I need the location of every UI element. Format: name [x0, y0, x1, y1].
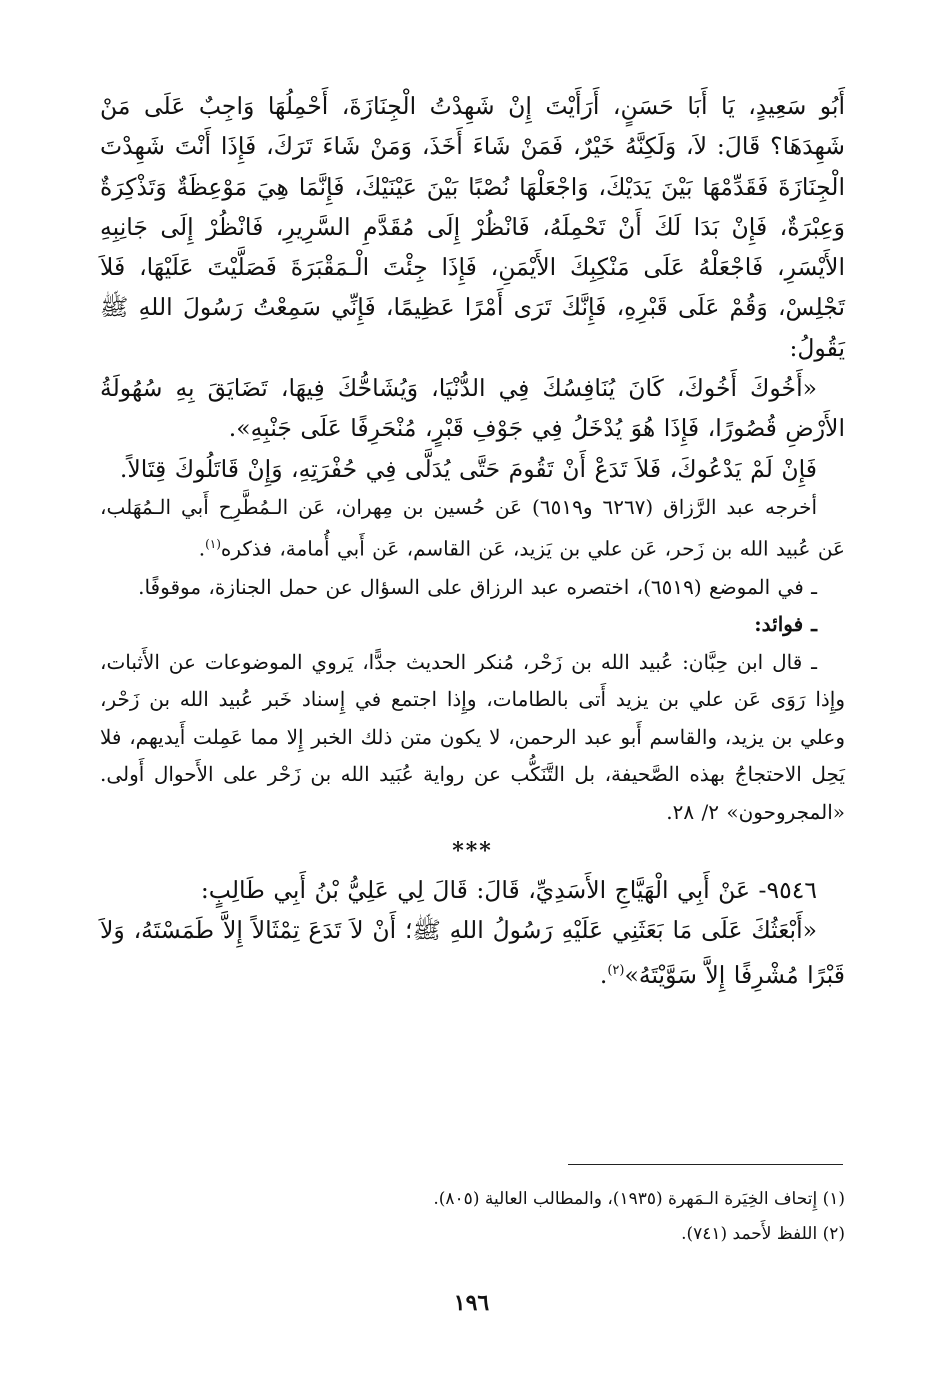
footnote-2: (٢) اللفظ لأَحمد (٧٤١). — [681, 1224, 845, 1244]
footnote-ref-1: (١) — [205, 537, 221, 552]
section-separator: *** — [452, 838, 493, 865]
footnote-ref-2: (٢) — [607, 962, 625, 978]
hadith-9546-paragraph — [100, 910, 845, 994]
footnotes — [100, 1182, 845, 1252]
fawaid-heading: ـ فوائد: — [754, 612, 817, 637]
takhrij-end: . — [198, 537, 206, 562]
takhrij-text: أخرجه عبد الرَّزاق (٦٢٦٧ و٦٥١٩) عَن حُسين بن مِهران، عَن الـمُطَّرِح أَبي الـمُهَلب، عَن عُبيد الله بن زَحر، عَن علي بن يَزيد، عَن القاسم، عَن أَبي أُمامة، فذكره — [100, 494, 845, 562]
ibn-hibban-quote: ـ قال ابن حِبَّان: عُبيد الله بن زَحْر، مُنكر الحديث جدًّا، يَروي الموضوعات عن الأَثبات، وإِذا رَوَى عَن علي بن يزيد أَتى بالطامات، وإِذا اجتمع في إِسناد خَبر عُبيد الله بن زَحْر، وعلي بن يزيد، والقاسم أَبو عبد الرحمن، لا يكون متن ذلك الخبر إِلا مما عَمِلت أَيديهم، فلا يَحِل الاحتجاجُ بهذه الصَّحيفة، بل التَّنَكُّب عن رواية عُبَيد الله بن زَحْر على الأَحوال أَولى. «المجروحون» ٢/ ٢٨. — [100, 649, 845, 824]
narration-part-2: فَإِنْ لَمْ يَدْعُوكَ، فَلاَ تَدَعْ أَنْ تَقُومَ حَتَّى يُدَلَّى فِي حُفْرَتِهِ، وَإِنْ قَاتَلُوكَ قِتَالاً. — [119, 454, 817, 483]
page-body — [100, 86, 845, 995]
takhrij-paragraph — [100, 489, 845, 569]
hadith-9546-end: . — [599, 960, 608, 989]
page-number: ١٩٦ — [453, 1290, 490, 1316]
hadith-9546-text: «أَبْعَثُكَ عَلَى مَا بَعَثَنِي عَلَيْهِ رَسُولُ اللهِ ﷺ؛ أَنْ لاَ تَدَعَ تِمْثَالاً إِلاَّ طَمَسْتَهُ، وَلاَ قَبْرًا مُشْرِفًا إِلاَّ سَوَّيْتَهُ» — [100, 916, 845, 989]
hadith-quote: «أَخُوكَ أَخُوكَ، كَانَ يُنَافِسُكَ فِي الدُّنْيَا، وَيُشَاحُّكَ فِيهَا، تَضَايَقَ بِهِ سُهُولَةُ الأَرْضِ قُصُورًا، فَإِذَا هُوَ يُدْخَلُ فِي جَوْفِ قَبْرٍ، مُنْحَرِفًا عَلَى جَنْبِهِ». — [100, 374, 845, 443]
hadith-9546-intro: ٩٥٤٦- عَنْ أَبِي الْهَيَّاجِ الأَسَدِيِّ، قَالَ: قَالَ لِي عَلِيُّ بْنُ أَبِي طَالِبٍ: — [200, 876, 817, 905]
footnote-divider — [568, 1164, 843, 1165]
footnote-1: (١) إِتحاف الخِيَرة الـمَهرة (١٩٣٥)، والمطالب العالية (٨٠٥). — [433, 1189, 845, 1209]
narration-part-1: أَبُو سَعِيدٍ، يَا أَبَا حَسَنٍ، أَرَأَيْتَ إِنْ شَهِدْتُ الْجِنَازَةَ، أَحْمِلُهَا وَاجِبٌ عَلَى مَنْ شَهِدَهَا؟ قَالَ: لاَ، وَلَكِنَّهُ خَيْرٌ، فَمَنْ شَاءَ أَخَذَ، وَمَنْ شَاءَ تَرَكَ، فَإِذَا أَنْتَ شَهِدْتَ الْجِنَازَةَ فَقَدِّمْهَا بَيْنَ يَدَيْكَ، وَاجْعَلْهَا نُصْبًا بَيْنَ عَيْنَيْكَ، فَإِنَّمَا هِيَ مَوْعِظَةٌ وَتَذْكِرَةٌ وَعِبْرَةٌ، فَإِنْ بَدَا لَكَ أَنْ تَحْمِلَهُ، فَانْظُرْ إِلَى مُقَدَّمِ السَّرِيرِ، فَانْظُرْ إِلَى جَانِبِهِ الأَيْسَرِ، فَاجْعَلْهُ عَلَى مَنْكِبِكَ الأَيْمَنِ، فَإِذَا جِئْتَ الْـمَقْبَرَةَ فَصَلَّيْتَ عَلَيْهَا، فَلاَ تَجْلِسْ، وَقُمْ عَلَى قَبْرِهِ، فَإِنَّكَ تَرَى أَمْرًا عَظِيمًا، فَإِنِّي سَمِعْتُ رَسُولَ اللهِ ﷺ يَقُولُ: — [100, 92, 845, 362]
note-6519: ـ في الموضع (٦٥١٩)، اختصره عبد الرزاق على السؤال عن حمل الجنازة، موقوفًا. — [138, 574, 817, 599]
